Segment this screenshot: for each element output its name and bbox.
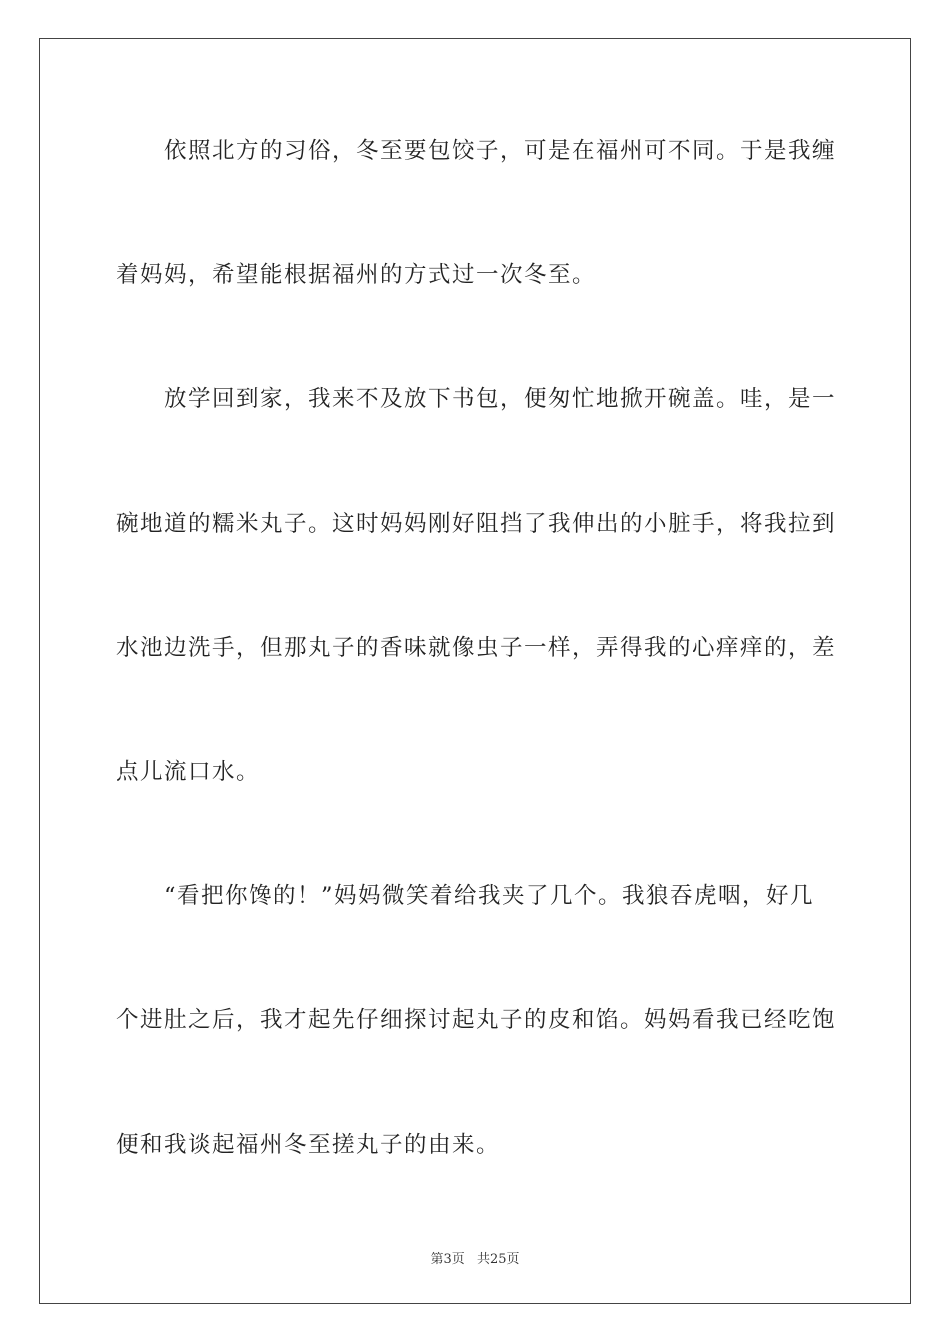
text-line: 着妈妈，希望能根据福州的方式过一次冬至。 <box>116 262 597 288</box>
page-footer <box>0 1248 950 1267</box>
text-line: 个进肚之后，我才起先仔细探讨起丸子的皮和馅。妈妈看我已经吃饱 <box>116 1007 837 1033</box>
text-line: “看把你馋的！”妈妈微笑着给我夹了几个。我狼吞虎咽，好几 <box>116 883 815 909</box>
page-total: 共25页 <box>476 1252 520 1267</box>
text-line: 依照北方的习俗，冬至要包饺子，可是在福州可不同。于是我缠 <box>116 138 837 164</box>
page-number: 第3页 <box>430 1252 465 1267</box>
text-line: 碗地道的糯米丸子。这时妈妈刚好阻挡了我伸出的小脏手，将我拉到 <box>116 511 837 537</box>
text-line: 便和我谈起福州冬至搓丸子的由来。 <box>116 1132 501 1158</box>
page-border <box>39 38 911 1304</box>
text-line: 水池边洗手，但那丸子的香味就像虫子一样，弄得我的心痒痒的，差 <box>116 635 837 661</box>
text-line: 点儿流口水。 <box>116 759 261 785</box>
text-line: 放学回到家，我来不及放下书包，便匆忙地掀开碗盖。哇，是一 <box>116 386 837 412</box>
